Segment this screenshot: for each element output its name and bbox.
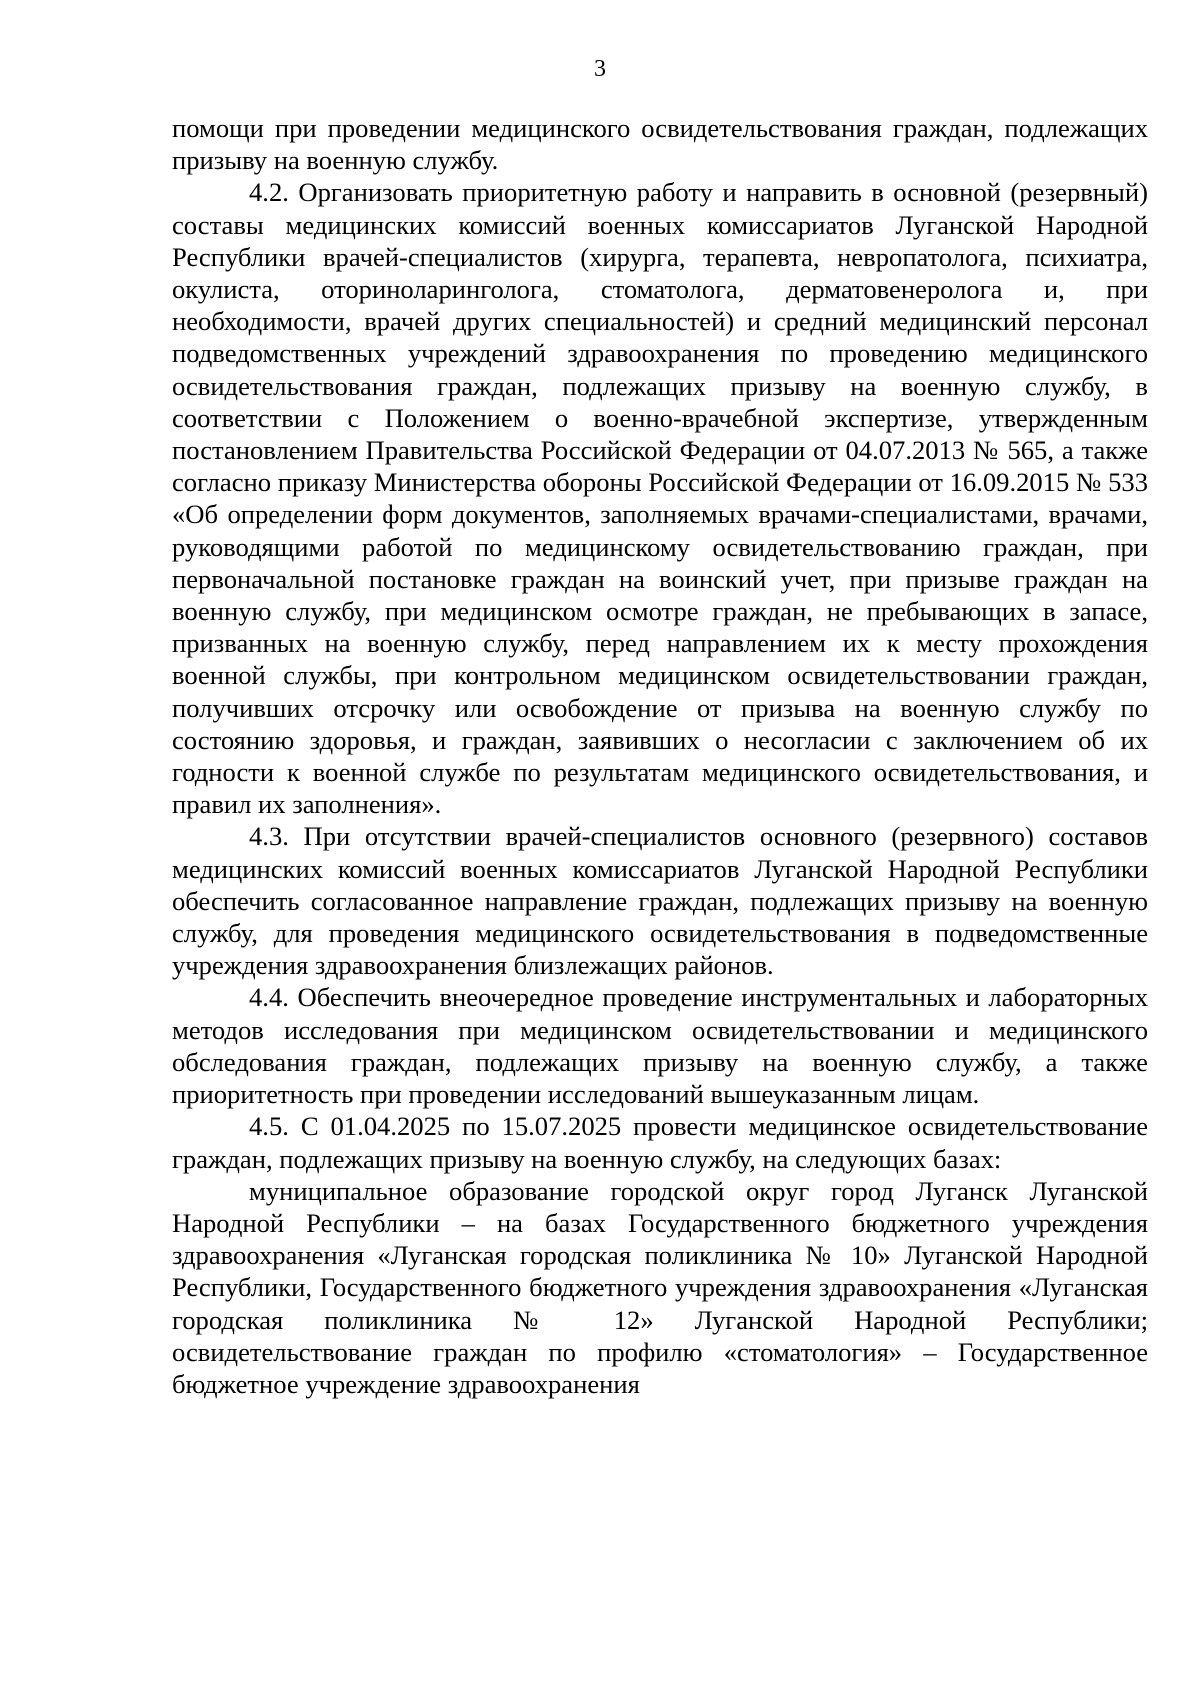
paragraph-4-3: 4.3. При отсутствии врачей-специалистов основного (резервного) составов медицинских комиссий военных комиссариатов Луганской Народной Республики обеспечить согласованное направление граждан, подлежащих призыву на военную службу, для проведения медицинского освидетельствования в подведомственные учреждения здравоохранения близлежащих районов. [172,821,1148,981]
paragraph-lugansk-bases: муниципальное образование городской округ город Луганск Луганской Народной Республики – на базах Государственного бюджетного учреждения здравоохранения «Луганская городская поликлиника № 10» Луганской Народной Республики, Государственного бюджетного учреждения здравоохранения «Луганская городская поликлиника № 12» Луганской Народной Республики; освидетельствование граждан по профилю «стоматология» – Государственное бюджетное учреждение здравоохранения [172,1175,1148,1399]
paragraph-4-2: 4.2. Организовать приоритетную работу и направить в основной (резервный) составы медицинских комиссий военных комиссариатов Луганской Народной Республики врачей-специалистов (хирурга, терапевта, невропатолога, психиатра, окулиста, оториноларинголога, стоматолога, дерматовенеролога и, при необходимости, врачей других специальностей) и средний медицинский персонал подведомственных учреждений здравоохранения по проведению медицинского освидетельствования граждан, подлежащих призыву на военную службу, в соответствии с Положением о военно-врачебной экспертизе, утвержденным постановлением Правительства Российской Федерации от 04.07.2013 № 565, а также согласно приказу Министерства обороны Российской Федерации от 16.09.2015 № 533 «Об определении форм документов, заполняемых врачами-специалистами, врачами, руководящими работой по медицинскому освидетельствованию граждан, при первоначальной постановке граждан на воинский учет, при призыве граждан на военную службу, при медицинском осмотре граждан, не пребывающих в запасе, призванных на военную службу, перед направлением их к месту прохождения военной службы, при контрольном медицинском освидетельствовании граждан, получивших отсрочку или освобождение от призыва на военную службу по состоянию здоровья, и граждан, заявивших о несогласии с заключением об их годности к военной службе по результатам медицинского освидетельствования, и правил их заполнения». [172,177,1148,820]
page-number: 3 [594,56,606,82]
paragraph-4-5: 4.5. С 01.04.2025 по 15.07.2025 провести медицинское освидетельствование граждан, подлежащих призыву на военную службу, на следующих базах: [172,1111,1148,1174]
paragraph-4-4: 4.4. Обеспечить внеочередное проведение инструментальных и лабораторных методов исследования при медицинском освидетельствовании и медицинского обследования граждан, подлежащих призыву на военную службу, а также приоритетность при проведении исследований вышеуказанным лицам. [172,982,1148,1110]
document-body [172,112,1148,1400]
paragraph-continuation: помощи при проведении медицинского освидетельствования граждан, подлежащих призыву на военную службу. [172,113,1148,176]
